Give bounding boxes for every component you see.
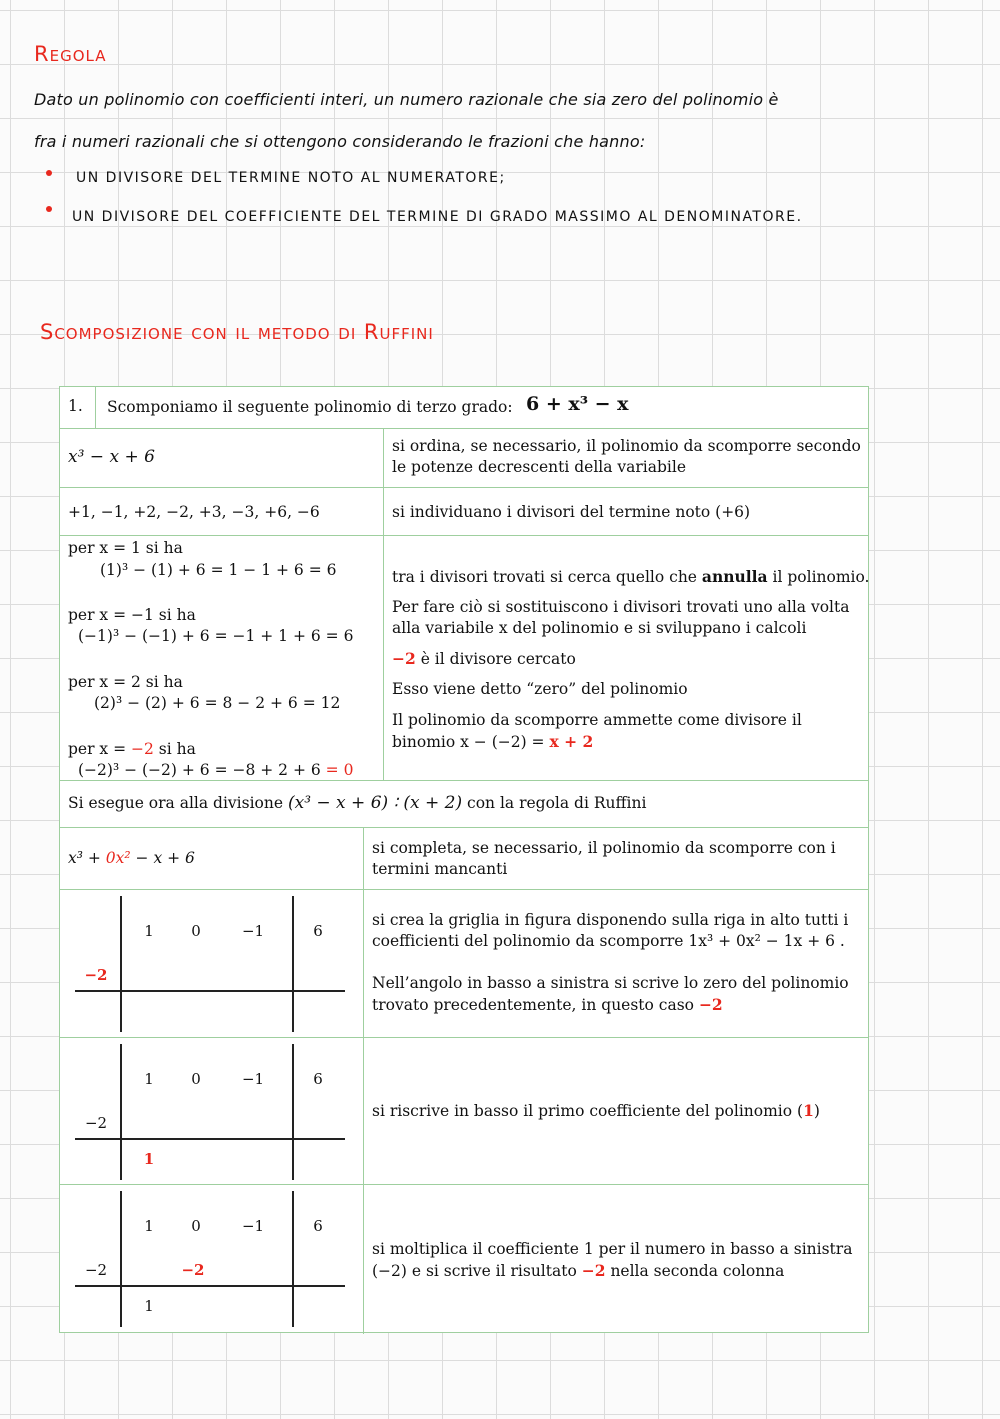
regola-line-2: fra i numeri razionali che si ottengono considerando le frazioni che hanno: <box>34 132 646 151</box>
found-divisor-note: −2 è il divisore cercato <box>392 649 576 668</box>
grid3-coef-1: 1 <box>144 1217 154 1235</box>
zero-search-note: tra i divisori trovati si cerca quello che annulla il polinomio. <box>392 567 870 586</box>
binomial-note-1: Il polinomio da scomporre ammette come divisore il <box>392 711 802 729</box>
grid2-coef-4: 6 <box>313 1070 323 1088</box>
section-title: Scomposizione con il metodo di Ruffini <box>40 320 434 344</box>
ordering-note-2: le potenze decrescenti della variabile <box>392 458 687 476</box>
table-row-grid-first <box>60 1038 868 1185</box>
check-1-calc: (1)³ − (1) + 6 = 1 − 1 + 6 = 6 <box>100 561 337 579</box>
grid-setup-note-1: si crea la griglia in figura disponendo sulla riga in alto tutti i <box>372 911 849 929</box>
grid-setup-note-2: coefficienti del polinomio da scomporre 1x³ + 0x² − 1x + 6 . <box>372 932 845 950</box>
header-text: Scomponiamo il seguente polinomio di terzo grado: <box>107 398 513 416</box>
grid2-coef-2: 0 <box>191 1070 201 1088</box>
ordering-note-1: si ordina, se necessario, il polinomio da scomporre secondo <box>392 437 861 455</box>
table-row-ordering <box>60 429 868 488</box>
grid2-coef-1: 1 <box>144 1070 154 1088</box>
grid3-coef-2: 0 <box>191 1217 201 1235</box>
grid2-coef-3: −1 <box>241 1070 265 1088</box>
check-2-label: per x = −1 si ha <box>68 606 196 624</box>
grid3-zero: −2 <box>84 1261 108 1279</box>
divisors-list: +1, −1, +2, −2, +3, −3, +6, −6 <box>68 503 320 521</box>
grid2-zero: −2 <box>84 1114 108 1132</box>
grid1-coef-4: 6 <box>313 922 323 940</box>
grid-setup-note-4: trovato precedentemente, in questo caso −2 <box>372 995 723 1014</box>
exercise-number: 1. <box>68 397 83 415</box>
grid2-result-1: 1 <box>143 1150 155 1168</box>
check-3-calc: (2)³ − (2) + 6 = 8 − 2 + 6 = 12 <box>94 694 341 712</box>
multiply-note-2: (−2) e si scrive il risultato −2 nella seconda colonna <box>372 1261 785 1280</box>
zero-definition-note: Esso viene detto “zero” del polinomio <box>392 680 688 698</box>
table-row-grid-setup <box>60 890 868 1038</box>
table-row-complete <box>60 828 868 890</box>
bullet-dot-1 <box>46 170 52 176</box>
first-coef-note: si riscrive in basso il primo coefficiente del polinomio (1) <box>372 1101 820 1120</box>
grid1-coef-2: 0 <box>191 922 201 940</box>
check-3-label: per x = 2 si ha <box>68 673 183 691</box>
grid3-product: −2 <box>181 1261 205 1279</box>
ordered-polynomial: x³ − x + 6 <box>68 447 155 467</box>
complete-polynomial: x³ + 0x² − x + 6 <box>68 849 195 867</box>
binomial-note-2: binomio x − (−2) = x + 2 <box>392 732 594 751</box>
regola-bullet-2: UN DIVISORE DEL COEFFICIENTE DEL TERMINE DI GRADO MASSIMO AL DENOMINATORE. <box>72 209 803 225</box>
ruffini-table <box>59 386 869 1333</box>
grid1-zero: −2 <box>84 966 108 984</box>
complete-note-2: termini mancanti <box>372 860 508 878</box>
header-polynomial: 6 + x³ − x <box>526 393 629 415</box>
regola-title: Regola <box>34 42 107 66</box>
division-statement: Si esegue ora alla divisione (x³ − x + 6) ∶ (x + 2) con la regola di Ruffini <box>68 793 647 813</box>
complete-note-1: si completa, se necessario, il polinomio da scomporre con i <box>372 839 836 857</box>
substitution-note-1: Per fare ciò si sostituiscono i divisori trovati uno alla volta <box>392 598 850 616</box>
ruffini-grid-3 <box>75 1191 345 1327</box>
bullet-dot-2 <box>46 206 52 212</box>
multiply-note-1: si moltiplica il coefficiente 1 per il numero in basso a sinistra <box>372 1240 853 1258</box>
grid-setup-note-3: Nell’angolo in basso a sinistra si scrive lo zero del polinomio <box>372 974 849 992</box>
divisors-note: si individuano i divisori del termine noto (+6) <box>392 503 751 521</box>
check-4-calc: (−2)³ − (−2) + 6 = −8 + 2 + 6 = 0 <box>78 761 354 779</box>
ruffini-grid-2 <box>75 1044 345 1180</box>
regola-bullet-1: UN DIVISORE DEL TERMINE NOTO AL NUMERATORE; <box>76 170 506 186</box>
check-2-calc: (−1)³ − (−1) + 6 = −1 + 1 + 6 = 6 <box>78 627 354 645</box>
table-row-division <box>60 781 868 828</box>
table-row-grid-multiply <box>60 1185 868 1334</box>
table-row-divisors <box>60 488 868 536</box>
grid3-coef-4: 6 <box>313 1217 323 1235</box>
regola-line-1: Dato un polinomio con coefficienti interi, un numero razionale che sia zero del polinomio è <box>34 90 779 109</box>
table-row-substitution <box>60 536 868 781</box>
table-header-row <box>60 387 868 429</box>
substitution-note-2: alla variabile x del polinomio e si sviluppano i calcoli <box>392 619 807 637</box>
grid3-result-1: 1 <box>144 1297 154 1315</box>
grid1-coef-1: 1 <box>144 922 154 940</box>
check-4-label: per x = −2 si ha <box>68 740 196 758</box>
grid3-coef-3: −1 <box>241 1217 265 1235</box>
grid1-coef-3: −1 <box>241 922 265 940</box>
ruffini-grid-1 <box>75 896 345 1032</box>
check-1-label: per x = 1 si ha <box>68 539 183 557</box>
